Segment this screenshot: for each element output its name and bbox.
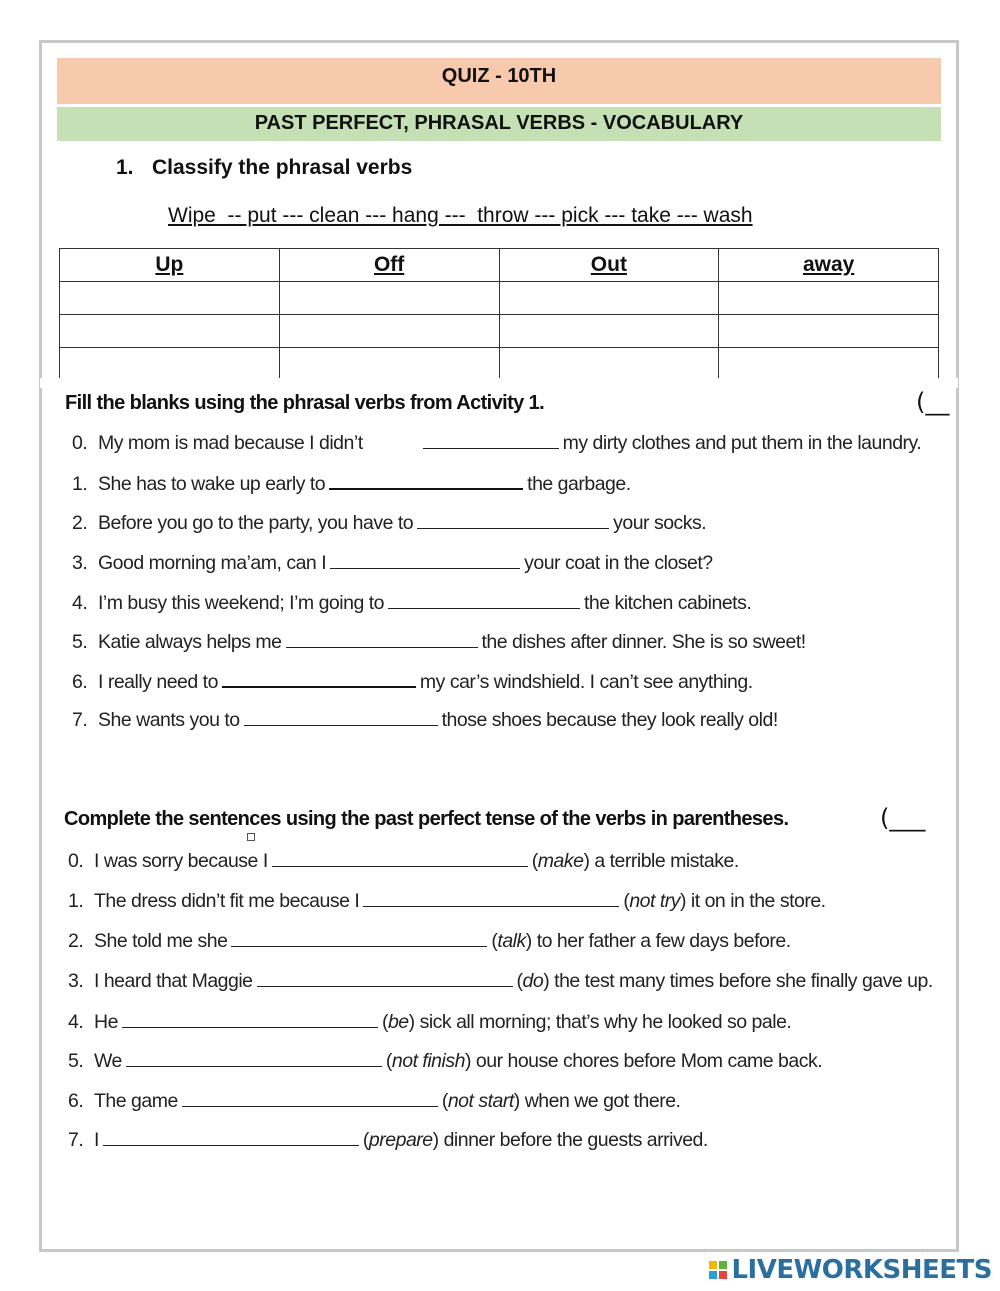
list-item: 4. He (be) sick all morning; that’s why he looked so pale. (68, 1011, 792, 1033)
liveworksheets-logo (709, 1254, 992, 1286)
column-away: away (719, 249, 939, 282)
answer-blank[interactable] (231, 928, 487, 947)
table-cell[interactable] (499, 282, 719, 315)
item-text-after: it on in the store. (690, 890, 826, 912)
answer-blank[interactable] (122, 1009, 378, 1028)
item-text-after: a terrible mistake. (594, 850, 739, 872)
item-text-after: my car’s windshield. I can’t see anything. (419, 671, 753, 693)
answer-blank[interactable] (182, 1088, 438, 1107)
table-cell[interactable] (60, 348, 280, 381)
list-item (72, 590, 751, 615)
item-text-after: the dishes after dinner. She is so sweet! (481, 631, 806, 653)
item-text-before: He (94, 1011, 118, 1033)
item-text-before: She told me she (94, 930, 228, 952)
item-number: 5. (68, 1050, 84, 1072)
item-text-before: My mom is mad because I didn’t (98, 432, 363, 454)
classify-table (59, 248, 939, 381)
section1-title-text: Classify the phrasal verbs (152, 156, 413, 179)
list-item (72, 550, 713, 575)
item-number: 3. (72, 552, 88, 574)
item-text-before: The game (94, 1090, 178, 1112)
item-number: 3. (68, 970, 84, 992)
subtitle-banner (57, 107, 941, 141)
item-text-after: to her father a few days before. (536, 930, 791, 952)
item-number: 7. (72, 709, 88, 731)
answer-blank[interactable] (286, 629, 478, 648)
logo-square (719, 1261, 727, 1269)
item-number: 2. (72, 512, 88, 534)
item-number: 1. (72, 473, 88, 495)
item-text-before: Katie always helps me (98, 631, 282, 653)
table-cell[interactable] (60, 315, 280, 348)
item-text-after: our house chores before Mom came back. (475, 1050, 823, 1072)
section2-title: Fill the blanks using the phrasal verbs from Activity 1. (65, 392, 545, 414)
answer-blank[interactable] (388, 590, 580, 609)
list-item (72, 668, 753, 694)
table-cell[interactable] (279, 282, 499, 315)
answer-blank[interactable] (423, 430, 559, 449)
list-item: 3. I heard that Maggie (do) the test many times before she finally gave up. (68, 970, 933, 992)
list-item: 1. The dress didn’t fit me because I (not try) it on in the store. (68, 890, 826, 912)
list-item (72, 470, 631, 496)
item-text-before: I’m busy this weekend; I’m going to (98, 592, 384, 614)
item-verb: prepare (368, 1129, 433, 1151)
answer-blank[interactable] (244, 707, 438, 726)
item-text-before: Good morning ma’am, can I (98, 552, 327, 574)
table-row (60, 315, 939, 348)
checkbox-marker (247, 833, 255, 841)
item-number: 5. (72, 631, 88, 653)
item-text-after: my dirty clothes and put them in the laundry. (562, 432, 922, 454)
quiz-subtitle: PAST PERFECT, PHRASAL VERBS - VOCABULARY (254, 112, 744, 134)
answer-blank[interactable] (329, 470, 523, 490)
quiz-title: QUIZ - 10TH (441, 65, 557, 87)
list-item: 2. She told me she (talk) to her father a few days before. (68, 930, 791, 952)
column-up: Up (60, 249, 280, 282)
column-off: Off (279, 249, 499, 282)
section1-title (116, 156, 412, 180)
item-text-before: Before you go to the party, you have to (98, 512, 414, 534)
answer-blank[interactable] (417, 510, 609, 529)
logo-square (709, 1271, 717, 1279)
item-text-before: I really need to (98, 671, 218, 693)
section1-number: 1. (116, 156, 134, 179)
list-item (72, 510, 706, 535)
section3-title: Complete the sentences using the past perfect tense of the verbs in parentheses. (64, 808, 789, 830)
list-item: 7. I (prepare) dinner before the guests arrived. (68, 1129, 708, 1151)
answer-blank[interactable] (257, 968, 513, 987)
table-cell[interactable] (279, 348, 499, 381)
item-verb: make (537, 850, 584, 872)
table-cell[interactable] (719, 348, 939, 381)
table-cell[interactable] (719, 315, 939, 348)
item-text-after: the garbage. (527, 473, 631, 495)
item-number: 6. (68, 1090, 84, 1112)
table-cell[interactable] (719, 282, 939, 315)
quiz-title-banner (57, 58, 941, 104)
item-text-after: your socks. (613, 512, 707, 534)
item-number: 7. (68, 1129, 84, 1151)
item-verb: do (522, 970, 544, 992)
item-text-before: I heard that Maggie (94, 970, 253, 992)
item-text-after: dinner before the guests arrived. (443, 1129, 708, 1151)
classify-table-header (60, 249, 939, 282)
item-verb: talk (497, 930, 526, 952)
item-text-after: the test many times before she finally gave up. (554, 970, 933, 992)
item-text-after: when we got there. (524, 1090, 681, 1112)
answer-blank[interactable] (222, 668, 416, 688)
item-text-before: The dress didn’t fit me because I (94, 890, 360, 912)
column-out: Out (499, 249, 719, 282)
answer-blank[interactable] (103, 1127, 359, 1146)
answer-blank[interactable] (330, 550, 520, 569)
item-verb: be (387, 1011, 409, 1033)
item-text-before: She wants you to (98, 709, 240, 731)
section2-score-mark: (__ (916, 388, 950, 416)
item-text-after: the kitchen cabinets. (583, 592, 752, 614)
logo-square (709, 1261, 717, 1269)
item-verb: not try (629, 890, 680, 912)
item-verb: not start (447, 1090, 514, 1112)
item-text-before: I was sorry because I (94, 850, 268, 872)
list-item: 6. The game (not start) when we got there. (68, 1090, 681, 1112)
table-cell[interactable] (499, 315, 719, 348)
answer-blank[interactable] (126, 1048, 382, 1067)
list-item: 0. I was sorry because I (make) a terrible mistake. (68, 850, 739, 872)
logo-text: LIVEWORKSHEETS (731, 1255, 992, 1285)
item-number: 0. (68, 850, 84, 872)
item-number: 6. (72, 671, 88, 693)
list-item (72, 629, 806, 654)
table-cell[interactable] (279, 315, 499, 348)
table-row (60, 348, 939, 381)
item-text-before: I (94, 1129, 99, 1151)
item-number: 1. (68, 890, 84, 912)
item-text-before: She has to wake up early to (98, 473, 326, 495)
item-number: 4. (72, 592, 88, 614)
list-item (72, 430, 921, 455)
section3-score-mark: (___ (880, 804, 926, 832)
item-number: 2. (68, 930, 84, 952)
verb-list: Wipe -- put --- clean --- hang --- throw --- pick --- take --- wash (168, 204, 753, 227)
table-cutoff (40, 378, 958, 388)
list-item (72, 707, 778, 732)
item-text-before: We (94, 1050, 122, 1072)
logo-mark-icon (709, 1261, 727, 1279)
table-cell[interactable] (60, 282, 280, 315)
item-text-after: your coat in the closet? (524, 552, 713, 574)
table-row (60, 282, 939, 315)
answer-blank[interactable] (363, 888, 619, 907)
list-item: 5. We (not finish) our house chores before Mom came back. (68, 1050, 823, 1072)
item-number: 4. (68, 1011, 84, 1033)
table-cell[interactable] (499, 348, 719, 381)
item-text-after: those shoes because they look really old! (441, 709, 778, 731)
answer-blank[interactable] (272, 848, 528, 867)
item-text-after: sick all morning; that’s why he looked so pale. (419, 1011, 792, 1033)
item-verb: not finish (391, 1050, 465, 1072)
item-number: 0. (72, 432, 88, 454)
logo-square (719, 1271, 727, 1279)
